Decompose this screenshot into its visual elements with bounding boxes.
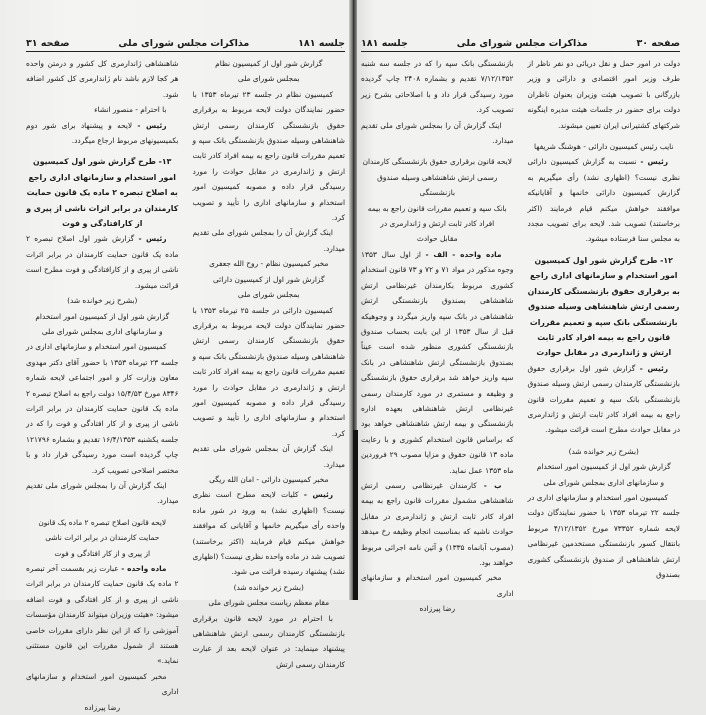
paragraph: و سازمانهای اداری بمجلس شورای ملی	[543, 477, 665, 487]
paragraph: حمایت کارمندان در برابر اثرات ناشی	[45, 533, 160, 543]
paragraph: لایحه قانون برقراری حقوق بازنشستگی کارمندان	[362, 157, 512, 167]
page-number: صفحه ۳۱	[26, 38, 70, 49]
paragraph: کمیسیون امور استخدام و سازمانهای اداری در جلسه ۲۲ تیرماه ۱۳۵۳ با حضور نمایندگان دولت لایحه شماره ۷۳۳۵۲ مورخ ۴/۱۲/۱۳۵۲ مربوط بانتقال کسور بازنشستگی مستخدمین غیرنظامی ارتش شاهنشاهی از صندوق بازنشستگی کشوری بصندوق	[527, 492, 680, 579]
section-heading: ۱۳- طرح گزارش شور اول کمیسیون امور استخدام و سازمانهای اداری راجع به اصلاح تبصره ۲ ماده یک قانون حمایت کارمندان در برابر اثرات ناشی از پیری و از کارافتادگی و فوت	[26, 157, 179, 229]
section-heading: ۱۲- طرح گزارش شور اول کمیسیون امور استخدام و سازمانهای اداری راجع به برقراری حقوق بازنشستگی کارمندان رسمی ارتش شاهنشاهی وسیله صندوق بازنشستگی بانک سپه و تعمیم مقررات قانون راجع به بیمه افراد کادر ثابت ارتش و ژاندارمری در مقابل حوادث	[527, 255, 680, 358]
header-title: مذاکرات مجلس شورای ملی	[118, 38, 250, 49]
text-columns	[361, 56, 680, 614]
paragraph: رئیس - نسبت به گزارش کمیسیون دارائی نظری نیست؟ (اظهاری نشد) رأی میگیریم به گزارش کمیسیون دارائی خانمها و آقایانیکه موافقند خواهش میکنم قیام فرمایند (اکثر برخاستند) تصویب شد. لایحه برای تصویب مجدد به مجلس سنا فرستاده میشود.	[527, 157, 680, 244]
text-columns	[26, 56, 345, 712]
page-31	[0, 0, 353, 712]
paragraph: اینک گزارش آن را بمجلس شورای ملی تقدیم میدارد.	[192, 228, 345, 253]
page-header	[26, 35, 345, 52]
paragraph: (بشرح زیر خوانده شد)	[568, 446, 639, 456]
paragraph: ماده واحده - الف - از اول سال ۱۳۵۳ وجوه مذکور در مواد ۷۱ و ۷۲ و ۷۳ قانون استخدام کشوری مربوط بکارمندان غیرنظامی ارتش شاهنشاهی بصندوق بازنشستگی ارتش شاهنشاهی در بانک سپه واریز میگردد و وجوهیکه قبل از سال ۱۳۵۳ از این بابت بحساب صندوق بازنشستگی کشوری منظور شده است عیناً بصندوق بازنشستگی ارتش شاهنشاهی در بانک سپه واریز خواهد شد برقراری حقوق بازنشستگی و وظیفه و مستمری در مورد کارمندان رسمی غیرنظامی ارتش شاهنشاهی بعهده اداره بازنشستگی و بیمه ارتش شاهنشاهی خواهد بود که براساس قانون استخدام کشوری و با رعایت ماده ۱۳ قانون حقوق و مزایا مصوب ۲۹ فروردین ماه ۱۳۵۳ عمل نماید.	[361, 249, 514, 475]
paragraph: گزارش شور اول از کمیسیون امور استخدام	[35, 311, 170, 321]
paragraph: بمجلس شورای ملی	[237, 74, 300, 84]
paragraph: (بشرح زیر خوانده شد)	[233, 582, 304, 592]
paragraph: بازنشستگی بانک سپه را که در جلسه سه شنبه ۷/۱۲/۱۳۵۲ تقدیم و بشماره ۲۴۰۸ چاپ گردیده مورد رسیدگی قرار داد و با اصلاحاتی بشرح زیر تصویب کرد.	[361, 59, 514, 115]
column-left	[26, 56, 179, 712]
paragraph: با احترام در مورد لایحه قانون برقراری بازنشستگی کارمندان رسمی ارتش شاهنشاهی پیشنهاد مینماید: در عنوان لایحه بعد از عبارت کارمندان رسمی ارتش	[192, 613, 345, 669]
paragraph: رئیس - گزارش شور اول اصلاح تبصره ۲ ماده یک قانون حمایت کارمندان در برابر اثرات ناشی از پیری و از کارافتادگی و فوت مطرح است قرائت میشود.	[26, 234, 179, 290]
paragraph: و سازمانهای اداری بمجلس شورای ملی	[41, 326, 163, 336]
paragraph: رئیس - لایحه و پیشنهاد برای شور دوم بکمیسیونهای مربوط ارجاع میگردد.	[26, 120, 179, 146]
column-left	[361, 56, 514, 614]
gutter-shadow	[353, 430, 358, 600]
paragraph: بانک سپه و تعمیم مقررات قانون راجع به بیمه	[367, 203, 507, 213]
speaker-label: رئیس -	[640, 157, 668, 167]
page-header	[361, 35, 680, 52]
session-label: جلسه ۱۸۱	[361, 38, 408, 49]
paragraph: اینک گزارش آن را بمجلس شورای ملی تقدیم میدارد.	[361, 120, 514, 146]
paragraph: مقابل حوادث	[416, 234, 458, 244]
paragraph: کمیسیون نظام در جلسه ۲۳ تیرماه ۱۳۵۳ با حضور نمایندگان دولت لایحه مربوط به برقراری حقوق بازنشستگی کارمندان رسمی ارتش شاهنشاهی وسیله صندوق بازنشستگی بانک سپه و تعمیم مقررات قانون راجع به بیمه افراد کادر ثابت ارتش و ژاندارمری در مقابل حوادث را مورد رسیدگی قرار داده و مصوبه کمیسیون امور استخدام و سازمانهای اداری را تأیید و تصویب کرد.	[192, 89, 345, 223]
page-30	[353, 0, 706, 614]
paragraph: رضا پیرزاده	[84, 702, 121, 712]
speaker-label: ب -	[483, 480, 502, 490]
paragraph: نایب رئیس کمیسیون دارائی - هوشنگ شریفها	[534, 142, 674, 152]
paragraph: بمجلس شورای ملی	[237, 290, 300, 300]
paragraph: شاهنشاهی ژاندارمری کل کشور و درمتن واحده هر کجا لازم باشد نام ژاندارمری کل کشور اضافه شود.	[26, 59, 179, 99]
paragraph: رئیس - کلیات لایحه مطرح است نظری نیست؟ (اظهاری نشد) به ورود در شور ماده واحده رأی میگیریم خانمها و آقایانی که موافقند خواهش میکنم قیام فرمایند (اکثر برخاستند) تصویب شد در ماده واحده نظری نیست؟ (اظهاری نشد) پیشنهاد رسیده قرائت می شود.	[192, 490, 345, 577]
speaker-label: رئیس -	[137, 120, 167, 130]
speaker-label: ماده واحده - الف -	[425, 249, 502, 259]
paragraph: ماده واحده - عبارت زیر بقسمت آخر تبصره ۲ ماده یک قانون حمایت کارمندان در برابر اثرات ناشی از پیری و از کار افتادگی و فوت اضافه میشود: «هیئت وزیران میتواند کارمندان مؤسسات آموزشی را که از این نظر دارای مقررات خاصی هستند از شمول مقررات این قانون مستثنی نماید.»	[26, 564, 179, 666]
paragraph: رسمی ارتش شاهنشاهی وسیله صندوق بازنشستگی	[377, 172, 498, 198]
page-number: صفحه ۳۰	[636, 38, 680, 49]
speaker-label: ماده واحده -	[121, 564, 167, 573]
paragraph: از پیری و از کار افتادگی و فوت	[54, 548, 151, 558]
paragraph: با احترام - منصور انشاء	[94, 105, 167, 115]
paragraph: کمیسیون دارائی در جلسه ۲۵ تیرماه ۱۳۵۳ با حضور نمایندگان دولت لایحه مربوط به برقراری حقوق بازنشستگی کارمندان رسمی ارتش شاهنشاهی وسیله صندوق بازنشستگی بانک سپه و تعمیم مقررات قانون راجع به بیمه افراد کادر ثابت ارتش و ژاندارمری در مقابل حوادث را مورد رسیدگی قرار داده و مصوبه کمیسیون امور استخدام و سازمانهای اداری را تأیید و تصویب کرد.	[192, 305, 345, 438]
paragraph: گزارش شور اول از کمیسیون امور استخدام	[536, 462, 671, 472]
speaker-label: رئیس -	[639, 363, 668, 373]
paragraph: گزارش شور اول از کمیسیون نظام	[215, 59, 323, 68]
paragraph: مخبر کمیسیون نظام - روح الله جعفری	[209, 259, 329, 269]
paragraph: لایحه قانون اصلاح تبصره ۲ ماده یک قانون	[38, 517, 167, 527]
paragraph: رضا پیرزاده	[419, 604, 456, 614]
paragraph: رئیس - گزارش شور اول برقراری حقوق بازنشستگی کارمندان رسمی ارتش وسیله صندوق بازنشستگی بانک سپه و تعمیم مقررات قانون راجع به بیمه افراد کادر ثابت ارتش و ژاندارمری در مقابل حوادث مطرح است قرائت میشود.	[527, 363, 680, 435]
paragraph: مخبر کمیسیون امور استخدام و سازمانهای اداری	[361, 573, 514, 598]
paragraph: گزارش شور اول از کمیسیون دارائی	[213, 274, 325, 284]
paragraph: ب - کارمندان غیرنظامی رسمی ارتش شاهنشاهی مشمول مقررات قانون راجع به بیمه افراد کادر ثابت ارتش و ژاندارمری در مقابل حوادث ناشیه که بمناسبت انجام وظیفه رخ میدهد (مصوب آبانماه ۱۳۳۵) و آئین نامه اجرائی مربوط خواهند بود.	[361, 480, 514, 567]
column-right	[527, 56, 681, 579]
column-right	[192, 56, 346, 669]
session-label: جلسه ۱۸۱	[298, 38, 345, 49]
paragraph: کمیسیون امور استخدام و سازمانهای اداری در جلسه ۲۳ تیرماه ۱۳۵۳ با حضور آقای دکتر مهدوی معاون وزارت کار و امور اجتماعی لایحه شماره ۸۳۴۶ مورخ ۱۵/۴/۵۳ دولت راجع به اصلاح تبصره ۲ ماده یک قانون حمایت کارمندان در برابر اثرات ناشی از پیری و از کار افتادگی و فوت را که در جلسه یکشنبه ۱۶/۴/۱۳۵۳ تقدیم و بشماره ۱۲۱۷۹۶ چاپ گردیده است مورد رسیدگی قرار داد و با مختصر اصلاحی تصویب کرد.	[26, 342, 179, 475]
speaker-label: رئیس -	[138, 234, 167, 244]
paragraph: افراد کادر ثابت ارتش و ژاندارمری در	[380, 219, 495, 229]
paragraph: مخبر کمیسیون دارائی - امان الله ریگی	[209, 474, 329, 484]
paragraph: مقام معظم ریاست مجلس شورای ملی	[208, 598, 330, 608]
header-title: مذاکرات مجلس شورای ملی	[456, 38, 588, 49]
paragraph: اینک گزارش آن را بمجلس شورای ملی تقدیم میدارد.	[26, 480, 179, 506]
paragraph: دولت در امور حمل و نقل دریائی دو نفر ناظر از طرف وزیر امور اقتصادی و دارائی و وزیر بازرگانی با تصویب هیئت وزیران بعنوان ناظران دولت برای حضور در جلسات هیئت مدیره اینگونه شرکتهای کشتیرانی ایران تعیین میشوند.	[527, 59, 680, 130]
paragraph: اینک گزارش آن بمجلس شورای ملی تقدیم میدارد.	[192, 444, 345, 469]
paragraph: مخبر کمیسیون امور استخدام و سازمانهای اداری	[26, 671, 179, 697]
speaker-label: رئیس -	[303, 490, 333, 500]
paragraph: (بشرح زیر خوانده شد)	[67, 296, 138, 306]
